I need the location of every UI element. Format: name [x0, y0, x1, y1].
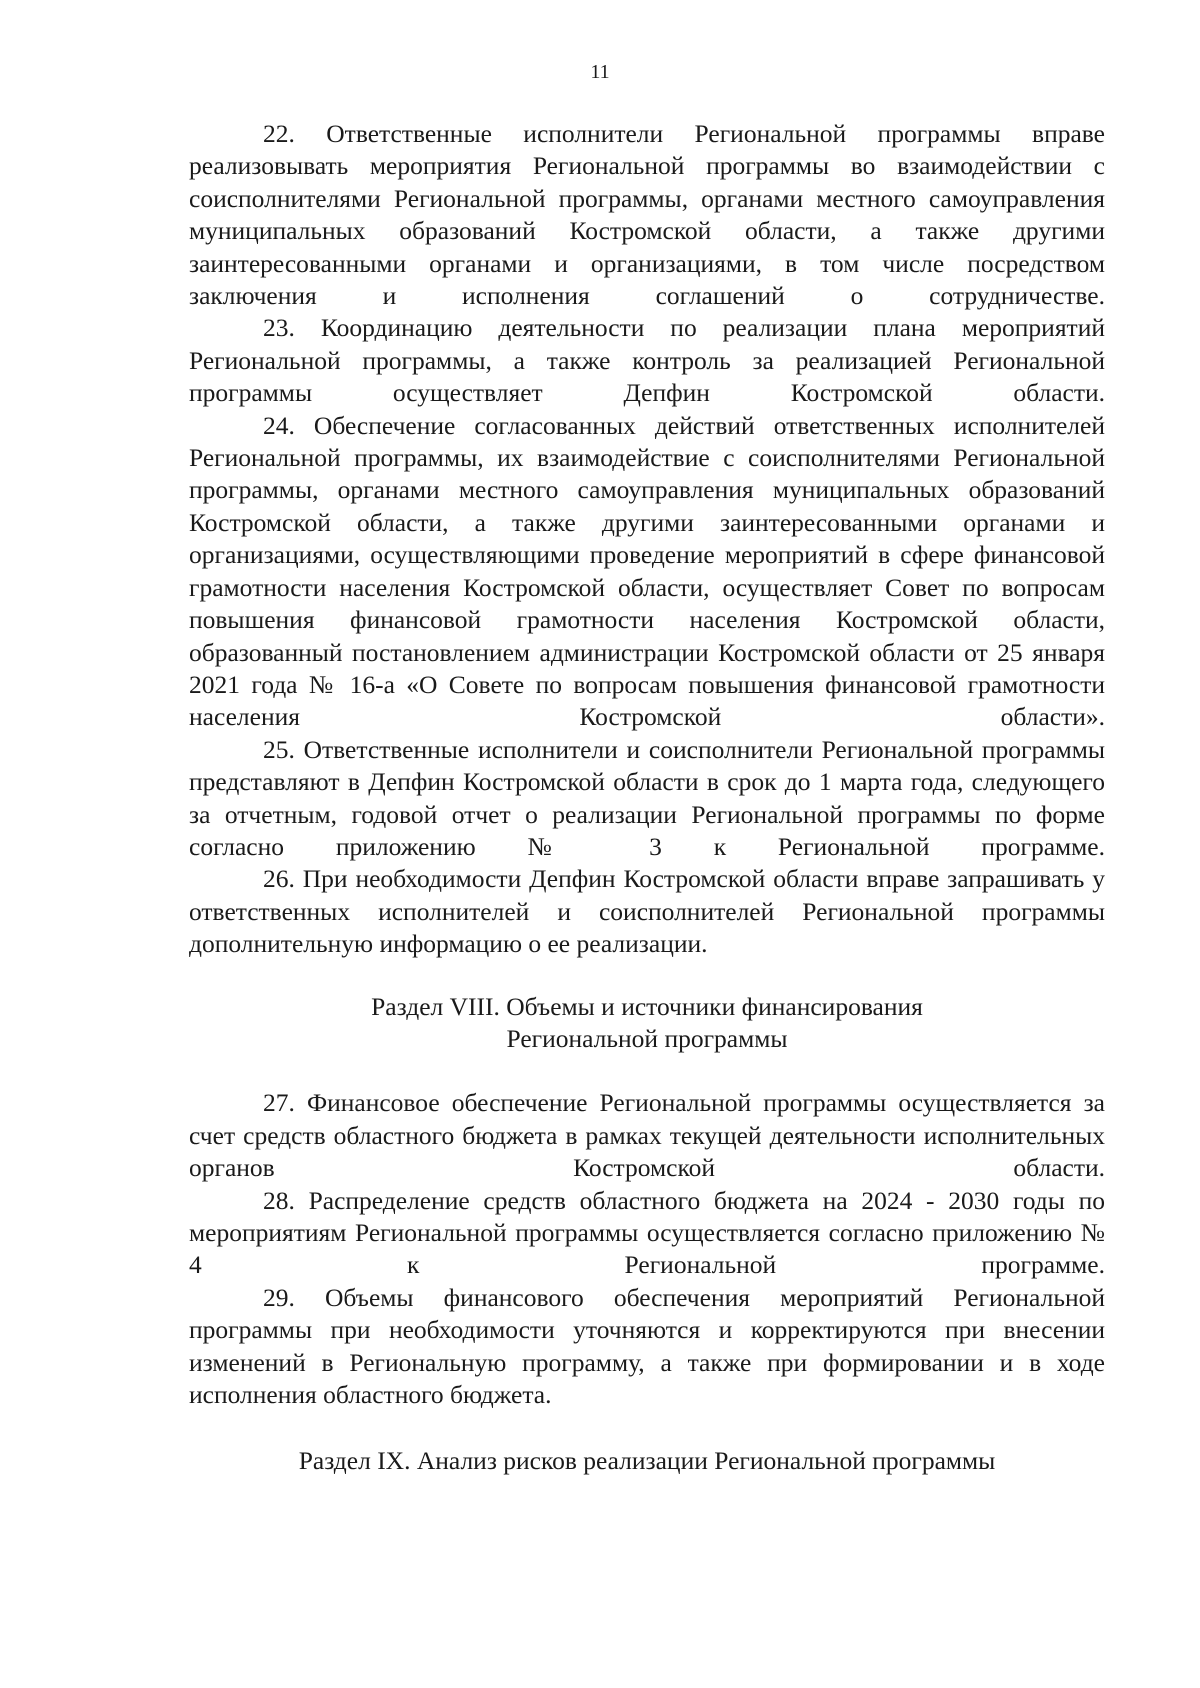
spacer	[189, 1411, 1105, 1445]
page-number: 11	[590, 61, 610, 83]
spacer	[189, 1055, 1105, 1087]
paragraph-29: 29. Объемы финансового обеспечения мероприятий Региональной программы при необходимости уточняются и корректируются при внесении изменений в Региональную программу, а также при формировании и в ходе исполнения областного бюджета.	[189, 1282, 1105, 1410]
spacer	[189, 961, 1105, 991]
paragraph-26: 26. При необходимости Депфин Костромской области вправе запрашивать у ответственных исполнителей и соисполнителей Региональной программы дополнительную информацию о ее реализации.	[189, 864, 1105, 959]
paragraph-25: 25. Ответственные исполнители и соисполнители Региональной программы представляют в Депфин Костромской области в срок до 1 марта года, следующего за отчетным, годовой отчет о реализации Региональной программы по форме согласно приложению № 3 к Региональной программе.	[189, 734, 1105, 861]
paragraph-27: 27. Финансовое обеспечение Региональной программы осуществляется за счет средств областного бюджета в рамках текущей деятельности исполнительных органов Костромской области.	[189, 1088, 1105, 1183]
section-viii-heading-line-2: Региональной программы	[506, 1023, 788, 1053]
section-viii-heading-line-1: Раздел VIII. Объемы и источники финансирования	[371, 991, 923, 1021]
document-body	[189, 118, 1105, 1478]
section-ix-heading: Раздел IX. Анализ рисков реализации Региональной программы	[298, 1446, 996, 1476]
paragraph-24: 24. Обеспечение согласованных действий ответственных исполнителей Региональной программы, их взаимодействие с соисполнителями Региональной программы, органами местного самоуправления муниципальных образований Костромской области, а также другими заинтересованными органами и организациями, осуществляющими проведение мероприятий в сфере финансовой грамотности населения Костромской области, осуществляет Совет по вопросам повышения финансовой грамотности населения Костромской области, образованный постановлением администрации Костромской области от 25 января 2021 года № 16-а «О Совете по вопросам повышения финансовой грамотности населения Костромской области».	[189, 410, 1105, 732]
paragraph-23: 23. Координацию деятельности по реализации плана мероприятий Региональной программы, а также контроль за реализацией Региональной программы осуществляет Депфин Костромской области.	[189, 313, 1105, 408]
paragraph-28: 28. Распределение средств областного бюджета на 2024 - 2030 годы по мероприятиям Региональной программы осуществляется согласно приложению № 4 к Региональной программе.	[189, 1185, 1105, 1280]
paragraph-22: 22. Ответственные исполнители Региональной программы вправе реализовывать мероприятия Региональной программы во взаимодействии с соисполнителями Региональной программы, органами местного самоуправления муниципальных образований Костромской области, а также другими заинтересованными органами и организациями, в том числе посредством заключения и исполнения соглашений о сотрудничестве.	[189, 119, 1105, 311]
